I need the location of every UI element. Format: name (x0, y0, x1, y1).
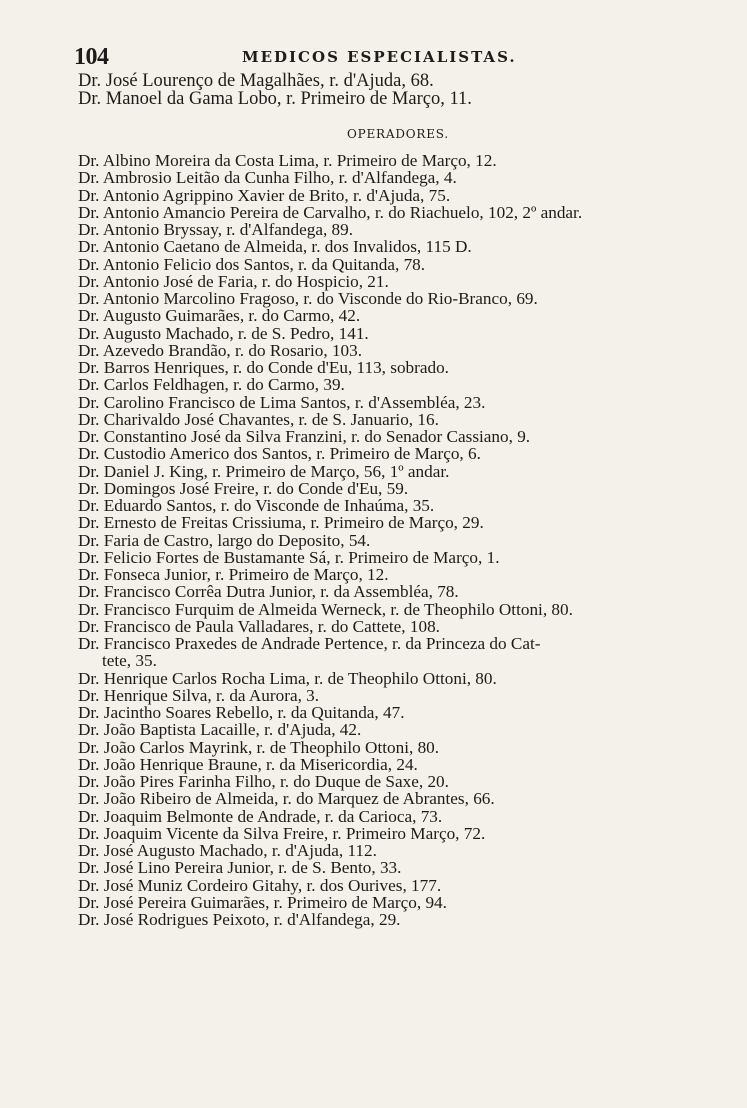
list-item: Dr. Joaquim Belmonte de Andrade, r. da Carioca, 73. (78, 806, 443, 826)
list-item: Dr. João Pires Farinha Filho, r. do Duque de Saxe, 20. (78, 772, 449, 791)
list-item: Dr. Antonio José de Faria, r. do Hospicio, 21. (78, 271, 389, 291)
top-entry: Dr. Manoel da Gama Lobo, r. Primeiro de Março, 11. (78, 89, 472, 110)
list-item: Dr. José Rodrigues Peixoto, r. d'Alfandega, 29. (78, 910, 401, 929)
list-item: Dr. Carlos Feldhagen, r. do Carmo, 39. (78, 375, 345, 395)
top-entry: Dr. José Lourenço de Magalhães, r. d'Ajuda, 68. (78, 71, 434, 91)
list-item: Dr. Antonio Agrippino Xavier de Brito, r. d'Ajuda, 75. (78, 185, 451, 205)
list-item: Dr. Constantino José da Silva Franzini, r. do Senador Cassiano, 9. (78, 427, 531, 446)
list-item: Dr. Ambrosio Leitão da Cunha Filho, r. d'Alfandega, 4. (78, 168, 457, 188)
list-item: Dr. Antonio Bryssay, r. d'Alfandega, 89. (78, 220, 354, 239)
list-item: Dr. Augusto Machado, r. de S. Pedro, 141. (78, 323, 369, 343)
list-item: Dr. José Lino Pereira Junior, r. de S. Bento, 33. (78, 858, 402, 878)
list-item: Dr. José Pereira Guimarães, r. Primeiro de Março, 94. (78, 892, 447, 912)
list-item: Dr. Eduardo Santos, r. do Visconde de Inhaúma, 35. (78, 496, 435, 515)
list-item: Dr. Faria de Castro, largo do Deposito, 54. (78, 530, 371, 550)
list-item: Dr. Francisco de Paula Valladares, r. do Cattete, 108. (78, 616, 440, 636)
list-item: Dr. Ernesto de Freitas Crissiuma, r. Primeiro de Março, 29. (78, 513, 484, 533)
list-item: Dr. Joaquim Vicente da Silva Freire, r. Primeiro Março, 72. (78, 823, 486, 843)
list-item: Dr. Francisco Furquim de Almeida Werneck, r. de Theophilo Ottoni, 80. (78, 599, 573, 619)
list-item: Dr. João Ribeiro de Almeida, r. do Marquez de Abrantes, 66. (78, 789, 495, 809)
list-item: Dr. Henrique Carlos Rocha Lima, r. de Theophilo Ottoni, 80. (78, 668, 497, 688)
list-item: Dr. Daniel J. King, r. Primeiro de Março, 56, 1º andar. (78, 461, 450, 481)
page-number: 104 (74, 44, 109, 70)
list-item: Dr. Fonseca Junior, r. Primeiro de Março, 12. (78, 565, 389, 584)
list-item: Dr. José Augusto Machado, r. d'Ajuda, 112. (78, 841, 377, 860)
list-item: Dr. Domingos José Freire, r. do Conde d'Eu, 59. (78, 478, 409, 498)
list-item: Dr. Antonio Amancio Pereira de Carvalho, r. do Riachuelo, 102, 2º andar. (78, 202, 583, 222)
page-header (74, 44, 714, 72)
list-item: Dr. João Henrique Braune, r. da Misericordia, 24. (78, 754, 418, 774)
list-item: Dr. Charivaldo José Chavantes, r. de S. Januario, 16. (78, 409, 439, 429)
list-item: Dr. Albino Moreira da Costa Lima, r. Primeiro de Março, 12. (78, 151, 497, 170)
list-item: Dr. Jacintho Soares Rebello, r. da Quitanda, 47. (78, 703, 405, 722)
list-item: Dr. João Baptista Lacaille, r. d'Ajuda, 42. (78, 720, 362, 740)
list-item: Dr. Barros Henriques, r. do Conde d'Eu, 113, sobrado. (78, 358, 449, 377)
running-title: MEDICOS ESPECIALISTAS. (242, 48, 517, 66)
list-item: Dr. Antonio Marcolino Fragoso, r. do Visconde do Rio-Branco, 69. (78, 289, 538, 308)
list-item: Dr. Francisco Corrêa Dutra Junior, r. da Assembléa, 78. (78, 582, 459, 602)
list-item: Dr. Antonio Caetano de Almeida, r. dos Invalidos, 115 D. (78, 237, 472, 257)
list-item: Dr. Azevedo Brandão, r. do Rosario, 103. (78, 340, 363, 360)
list-item: Dr. Custodio Americo dos Santos, r. Primeiro de Março, 6. (78, 444, 481, 464)
list-item-continuation: tete, 35. (102, 651, 157, 671)
page-body (78, 71, 738, 929)
list-item: Dr. Francisco Praxedes de Andrade Pertence, r. da Princeza do Cat- (78, 634, 541, 653)
list-item: Dr. João Carlos Mayrink, r. de Theophilo Ottoni, 80. (78, 737, 440, 757)
operadores-list (78, 152, 742, 928)
list-item: Dr. Felicio Fortes de Bustamante Sá, r. Primeiro de Março, 1. (78, 547, 500, 567)
list-item: Dr. Carolino Francisco de Lima Santos, r. d'Assembléa, 23. (78, 392, 486, 412)
list-item: Dr. José Muniz Cordeiro Gitahy, r. dos Ourives, 177. (78, 875, 442, 895)
list-item: Dr. Augusto Guimarães, r. do Carmo, 42. (78, 306, 361, 326)
list-item: Dr. Henrique Silva, r. da Aurora, 3. (78, 685, 320, 705)
list-item: Dr. Antonio Felicio dos Santos, r. da Quitanda, 78. (78, 254, 426, 274)
section-heading: OPERADORES. (346, 127, 450, 141)
